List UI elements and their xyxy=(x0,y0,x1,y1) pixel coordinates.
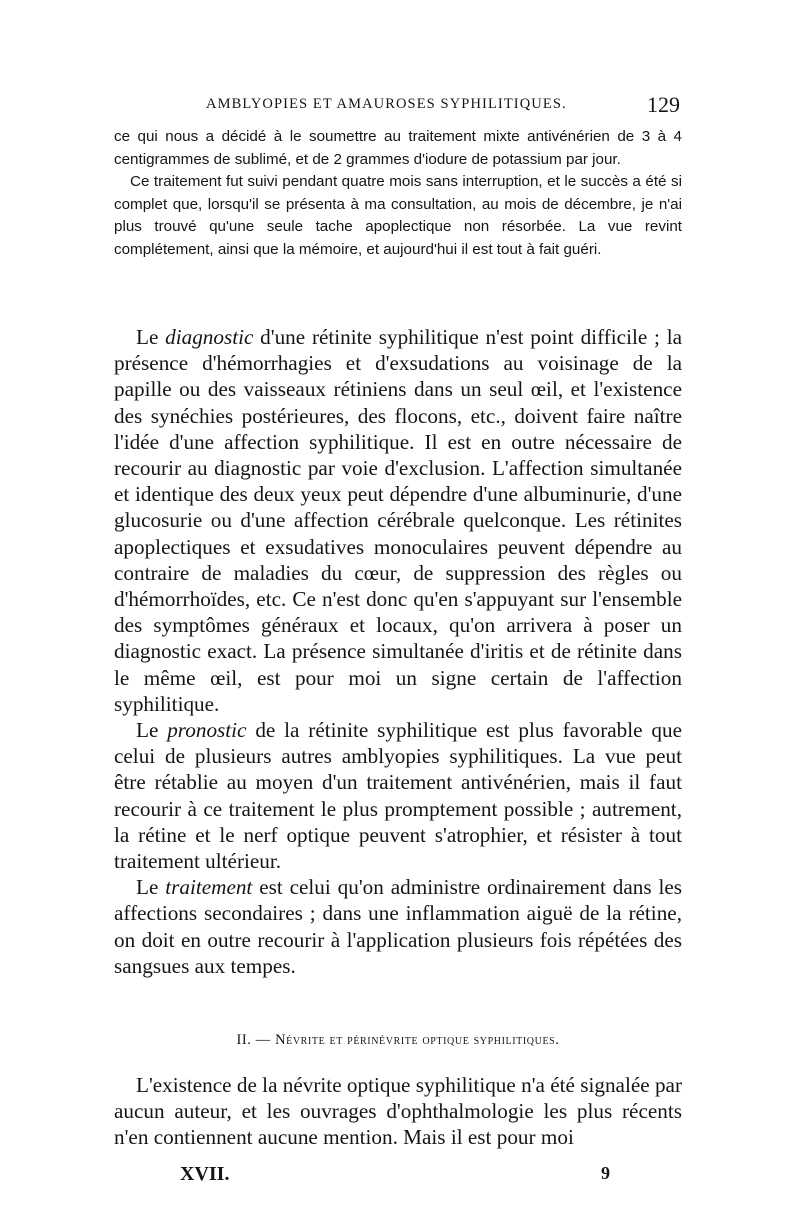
case-paragraph-1: ce qui nous a décidé à le soumettre au traitement mixte antivénérien de 3 à 4 centigrammes de sublimé, et de 2 grammes d'iodure de potassium par jour. xyxy=(114,128,682,168)
diagnostic-body: d'une rétinite syphilitique n'est point difficile ; la présence d'hémorrhagies et d'exsudations au voisinage de la papille ou des vaisseaux rétiniens dans un seul œil, et l'existence des synéchies postérieures, des flocons, etc., doivent faire naître l'idée d'une affection syphilitique. Il est en outre nécessaire de recourir au diagnostic par voie d'exclusion. L'affection simultanée et identique des deux yeux peut dépendre d'une albuminurie, d'une glucosurie ou d'une affection cérébrale quelconque. Les rétinites apoplectiques et exsudatives monoculaires peuvent dépendre au contraire de maladies du cœur, de suppression des règles ou d'hémorrhoïdes, etc. Ce n'est donc qu'en s'appuyant sur l'ensemble des symptômes généraux et locaux, qu'on arrivera à poser un diagnostic exact. La présence simultanée d'iritis et de rétinite dans le même œil, est pour moi un signe certain de l'affection syphilitique. xyxy=(114,325,682,716)
pronostic-lead: Le xyxy=(136,718,168,743)
signature-mark: XVII. xyxy=(180,1163,230,1185)
page-header xyxy=(114,92,680,120)
signature-number: 9 xyxy=(601,1163,610,1183)
running-title: AMBLYOPIES ET AMAUROSES SYPHILITIQUES. xyxy=(206,96,567,112)
traitement-body: est celui qu'on administre ordinairement dans les affections secondaires ; dans une inflammation aiguë de la rétine, on doit en outre recourir à l'application plusieurs fois répétées des sangsues aux tempes. xyxy=(114,875,682,978)
traitement-lead: Le xyxy=(136,875,166,900)
pronostic-term: pronostic xyxy=(167,718,247,743)
pronostic-paragraph xyxy=(114,717,682,874)
section-title: Névrite et périnévrite optique syphilitiques. xyxy=(275,1032,560,1048)
diagnostic-lead: Le xyxy=(136,325,166,349)
page-footer xyxy=(114,1163,680,1191)
diagnostic-term: diagnostic xyxy=(165,325,254,349)
pronostic-body: de la rétinite syphilitique est plus favorable que celui de plusieurs autres amblyopies syphilitiques. La vue peut être rétablie au moyen d'un traitement antivénérien, mais il faut recourir à ce traitement le plus promptement possible ; autrement, la rétine et le nerf optique peuvent s'atrophier, et résister à tout traitement ultérieur. xyxy=(114,718,682,874)
diagnostic-paragraph xyxy=(114,324,682,717)
nevrite-paragraph: L'existence de la névrite optique syphilitique n'a été signalée par aucun auteur, et les ouvrages d'ophthalmologie les plus récents n'en contiennent aucune mention. Mais il est pour moi xyxy=(114,1073,682,1150)
main-body-text xyxy=(114,324,682,979)
page-number: 129 xyxy=(647,92,680,117)
case-report-text xyxy=(114,126,682,261)
traitement-paragraph xyxy=(114,874,682,979)
section-heading xyxy=(114,1032,682,1049)
section-number: II. — xyxy=(236,1032,276,1048)
section-body-text xyxy=(114,1072,682,1151)
traitement-term: traitement xyxy=(165,875,253,900)
case-paragraph-2: Ce traitement fut suivi pendant quatre mois sans interruption, et le succès a été si complet que, lorsqu'il se présenta à ma consultation, au mois de décembre, je n'ai plus trouvé qu'une seule tache apoplectique non résorbée. La vue revint complétement, ainsi que la mémoire, et aujourd'hui il est tout à fait guéri. xyxy=(114,173,682,258)
